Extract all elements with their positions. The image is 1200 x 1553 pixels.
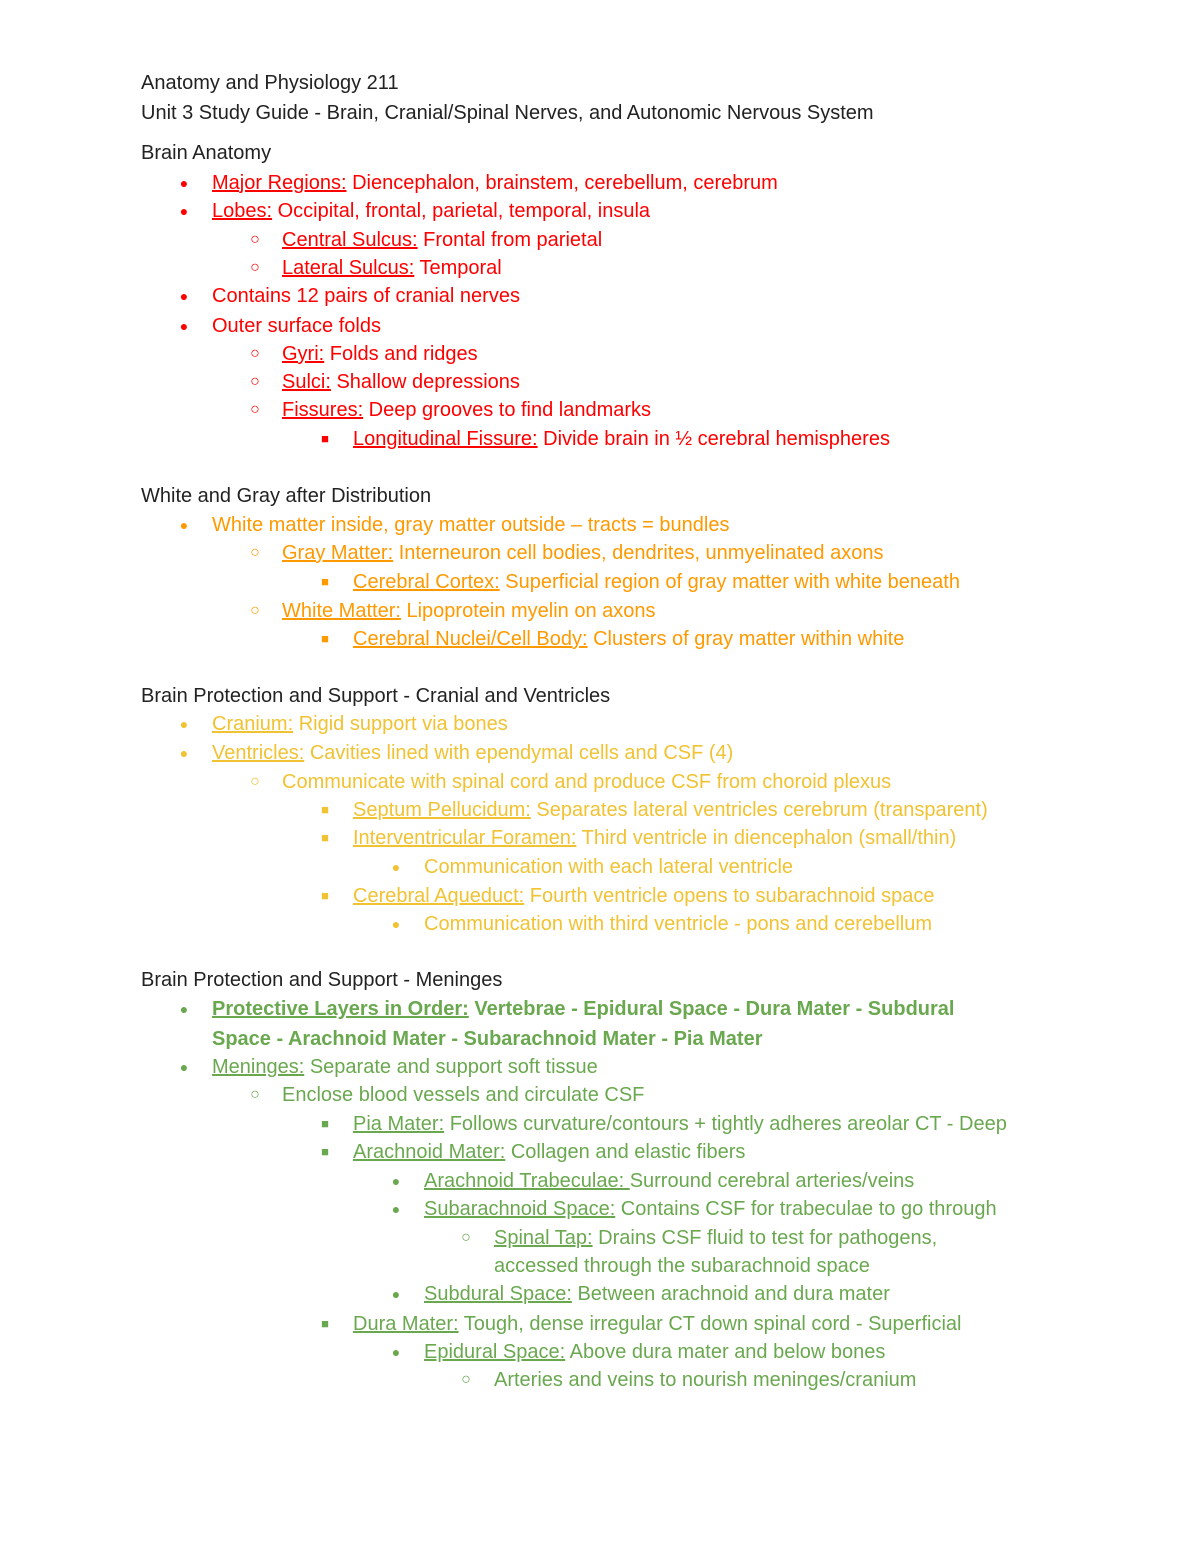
term-label: Dura Mater: bbox=[353, 1313, 459, 1335]
bullet-icon: ● bbox=[179, 517, 189, 533]
bullet-icon: ■ bbox=[321, 574, 329, 589]
bullet-icon: ● bbox=[391, 1173, 401, 1189]
outline-item bbox=[391, 912, 933, 936]
item-text: Communicate with spinal cord and produce CSF from choroid plexus bbox=[282, 771, 892, 793]
bullet-icon: ● bbox=[179, 1001, 189, 1017]
item-text: Lipoprotein myelin on axons bbox=[400, 600, 656, 622]
item-text: Space - Arachnoid Mater - Subarachnoid Mater - Pia Mater bbox=[212, 1028, 763, 1050]
outline-item bbox=[321, 826, 957, 850]
item-text: Interneuron cell bodies, dendrites, unmyelinated axons bbox=[393, 542, 884, 564]
bullet-icon: ■ bbox=[321, 1116, 329, 1131]
term-label: Subarachnoid Space: bbox=[424, 1198, 616, 1220]
item-text: Cavities lined with ependymal cells and CSF (4) bbox=[304, 742, 734, 764]
document-title: Anatomy and Physiology 211 bbox=[141, 72, 399, 94]
term-label: Lateral Sulcus: bbox=[282, 257, 415, 279]
term-label: Gyri: bbox=[282, 343, 325, 365]
term-label: Subdural Space: bbox=[424, 1283, 572, 1305]
outline-item bbox=[321, 1140, 746, 1164]
bullet-icon: ○ bbox=[250, 773, 260, 790]
outline-item bbox=[321, 1112, 1007, 1136]
bullet-icon: ○ bbox=[250, 1086, 260, 1103]
item-text: Between arachnoid and dura mater bbox=[571, 1283, 890, 1305]
item-text: Clusters of gray matter within white bbox=[587, 628, 905, 650]
outline-item bbox=[461, 1368, 917, 1392]
bullet-icon: ● bbox=[391, 916, 401, 932]
outline-item bbox=[250, 342, 478, 366]
bullet-icon: ● bbox=[179, 745, 189, 761]
item-text: Deep grooves to find landmarks bbox=[363, 399, 652, 421]
item-text: Tough, dense irregular CT down spinal cord - Superficial bbox=[458, 1313, 962, 1335]
term-label: Cerebral Cortex: bbox=[353, 571, 500, 593]
item-text: Drains CSF fluid to test for pathogens, bbox=[592, 1227, 938, 1249]
item-text: Fourth ventricle opens to subarachnoid space bbox=[524, 885, 935, 907]
item-text: Brain Protection and Support - Cranial and Ventricles bbox=[141, 685, 611, 707]
term-label: Central Sulcus: bbox=[282, 229, 418, 251]
item-text: Temporal bbox=[414, 257, 502, 279]
item-text: Occipital, frontal, parietal, temporal, insula bbox=[272, 200, 651, 222]
item-text: Contains CSF for trabeculae to go through bbox=[615, 1198, 997, 1220]
outline-item bbox=[321, 1312, 962, 1336]
bullet-icon: ● bbox=[179, 175, 189, 191]
bullet-icon: ■ bbox=[321, 830, 329, 845]
term-label: Spinal Tap: bbox=[494, 1227, 593, 1249]
bullet-icon: ○ bbox=[250, 231, 260, 248]
term-label: Cranium: bbox=[212, 713, 294, 735]
bullet-icon: ● bbox=[179, 716, 189, 732]
item-text: Communication with third ventricle - pons and cerebellum bbox=[424, 913, 933, 935]
outline-item bbox=[391, 1282, 890, 1306]
outline-item bbox=[250, 541, 884, 565]
item-text: Surround cerebral arteries/veins bbox=[629, 1170, 915, 1192]
outline-item bbox=[321, 798, 988, 822]
bullet-icon: ○ bbox=[250, 544, 260, 561]
bullet-icon: ■ bbox=[321, 802, 329, 817]
outline-item bbox=[321, 884, 935, 908]
term-label: Arachnoid Trabeculae: bbox=[424, 1170, 630, 1192]
outline-item bbox=[461, 1226, 938, 1250]
outline-item bbox=[179, 712, 508, 736]
bullet-icon: ○ bbox=[250, 602, 260, 619]
outline-item bbox=[179, 513, 730, 537]
outline-item bbox=[250, 228, 603, 252]
item-text: Shallow depressions bbox=[330, 371, 520, 393]
term-label: Interventricular Foramen: bbox=[353, 827, 577, 849]
item-text: Contains 12 pairs of cranial nerves bbox=[212, 285, 520, 307]
outline-item bbox=[321, 627, 905, 651]
term-label: Cerebral Nuclei/Cell Body: bbox=[353, 628, 588, 650]
item-text: Brain Protection and Support - Meninges bbox=[141, 969, 503, 991]
term-label: Epidural Space: bbox=[424, 1341, 566, 1363]
item-text: Superficial region of gray matter with white beneath bbox=[499, 571, 960, 593]
section-heading bbox=[141, 141, 271, 165]
outline-item bbox=[321, 570, 960, 594]
bullet-icon: ● bbox=[179, 288, 189, 304]
outline-item bbox=[391, 1340, 886, 1364]
outline-item bbox=[179, 171, 778, 195]
outline-item bbox=[179, 741, 734, 765]
bullet-icon: ● bbox=[179, 1059, 189, 1075]
bullet-icon: ● bbox=[391, 1286, 401, 1302]
outline-item bbox=[250, 599, 656, 623]
outline-item bbox=[212, 1027, 763, 1051]
item-text: White and Gray after Distribution bbox=[141, 485, 432, 507]
bullet-icon: ● bbox=[391, 859, 401, 875]
bullet-icon: ■ bbox=[321, 431, 329, 446]
bullet-icon: ■ bbox=[321, 1144, 329, 1159]
item-text: White matter inside, gray matter outside – tracts = bundles bbox=[212, 514, 730, 536]
term-label: Pia Mater: bbox=[353, 1113, 445, 1135]
term-label: Gray Matter: bbox=[282, 542, 394, 564]
item-text: Follows curvature/contours + tightly adheres areolar CT - Deep bbox=[444, 1113, 1007, 1135]
item-text: Outer surface folds bbox=[212, 315, 381, 337]
outline-item bbox=[179, 199, 651, 223]
term-label: Ventricles: bbox=[212, 742, 305, 764]
item-text: Separate and support soft tissue bbox=[304, 1056, 598, 1078]
term-label: White Matter: bbox=[282, 600, 401, 622]
term-label: Protective Layers in Order: bbox=[212, 998, 469, 1020]
outline-item bbox=[179, 314, 381, 338]
outline-item bbox=[494, 1254, 870, 1278]
item-text: Above dura mater and below bones bbox=[565, 1341, 886, 1363]
item-text: Diencephalon, brainstem, cerebellum, cerebrum bbox=[346, 172, 778, 194]
outline-item bbox=[179, 1055, 598, 1079]
outline-item bbox=[391, 1197, 997, 1221]
bullet-icon: ○ bbox=[461, 1229, 471, 1246]
item-text: Enclose blood vessels and circulate CSF bbox=[282, 1084, 645, 1106]
item-text: Brain Anatomy bbox=[141, 142, 272, 164]
outline-item bbox=[250, 1083, 645, 1107]
term-label: Lobes: bbox=[212, 200, 273, 222]
outline-item bbox=[250, 370, 520, 394]
outline-item bbox=[391, 855, 794, 879]
item-text: Vertebrae - Epidural Space - Dura Mater - Subdural bbox=[468, 998, 955, 1020]
section-heading bbox=[141, 968, 502, 992]
bullet-icon: ○ bbox=[250, 345, 260, 362]
term-label: Fissures: bbox=[282, 399, 364, 421]
bullet-icon: ● bbox=[391, 1344, 401, 1360]
outline-item bbox=[179, 997, 955, 1021]
item-text: Separates lateral ventricles cerebrum (transparent) bbox=[530, 799, 988, 821]
outline-item bbox=[250, 398, 652, 422]
term-label: Cerebral Aqueduct: bbox=[353, 885, 525, 907]
outline-item bbox=[391, 1169, 915, 1193]
bullet-icon: ○ bbox=[250, 373, 260, 390]
item-text: Divide brain in ½ cerebral hemispheres bbox=[537, 428, 890, 450]
term-label: Septum Pellucidum: bbox=[353, 799, 531, 821]
section-heading bbox=[141, 684, 610, 708]
term-label: Meninges: bbox=[212, 1056, 305, 1078]
item-text: Collagen and elastic fibers bbox=[505, 1141, 746, 1163]
document-subtitle: Unit 3 Study Guide - Brain, Cranial/Spinal Nerves, and Autonomic Nervous System bbox=[141, 102, 874, 124]
term-label: Longitudinal Fissure: bbox=[353, 428, 538, 450]
bullet-icon: ○ bbox=[250, 259, 260, 276]
bullet-icon: ■ bbox=[321, 888, 329, 903]
bullet-icon: ● bbox=[179, 203, 189, 219]
bullet-icon: ● bbox=[179, 318, 189, 334]
item-text: Arteries and veins to nourish meninges/cranium bbox=[494, 1369, 917, 1391]
item-text: accessed through the subarachnoid space bbox=[494, 1255, 870, 1277]
item-text: Frontal from parietal bbox=[417, 229, 603, 251]
term-label: Major Regions: bbox=[212, 172, 347, 194]
bullet-icon: ■ bbox=[321, 1316, 329, 1331]
item-text: Third ventricle in diencephalon (small/thin) bbox=[576, 827, 957, 849]
section-heading bbox=[141, 484, 431, 508]
item-text: Rigid support via bones bbox=[293, 713, 508, 735]
bullet-icon: ○ bbox=[461, 1371, 471, 1388]
outline-item bbox=[250, 770, 892, 794]
bullet-icon: ○ bbox=[250, 401, 260, 418]
outline-item bbox=[321, 427, 890, 451]
bullet-icon: ■ bbox=[321, 631, 329, 646]
term-label: Arachnoid Mater: bbox=[353, 1141, 506, 1163]
bullet-icon: ● bbox=[391, 1201, 401, 1217]
outline-item bbox=[179, 284, 520, 308]
term-label: Sulci: bbox=[282, 371, 331, 393]
outline-item bbox=[250, 256, 502, 280]
item-text: Folds and ridges bbox=[324, 343, 478, 365]
item-text: Communication with each lateral ventricle bbox=[424, 856, 794, 878]
